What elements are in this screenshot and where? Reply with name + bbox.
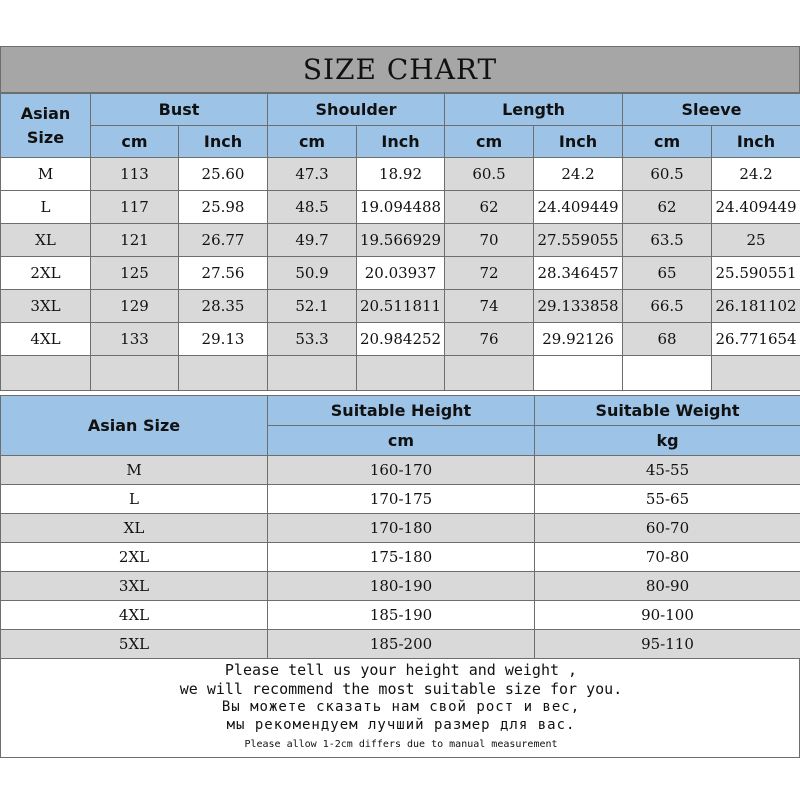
measurement-cell: 20.511811 [357, 290, 445, 323]
weight-range-cell: 90-100 [535, 601, 800, 630]
measurement-cell: 47.3 [268, 158, 357, 191]
size-fit-table [0, 395, 800, 659]
table-row [1, 514, 800, 543]
unit-cell: Inch [179, 126, 268, 158]
measurement-cell: 25.60 [179, 158, 268, 191]
note-russian-line-1: Вы можете сказать нам свой рост и вес, [221, 699, 581, 715]
empty-cell [534, 356, 623, 391]
height-range-cell: 185-190 [268, 601, 535, 630]
table-row [1, 158, 800, 191]
empty-cell [623, 356, 712, 391]
empty-cell [91, 356, 179, 391]
unit-cell: Inch [357, 126, 445, 158]
unit-cell: cm [445, 126, 534, 158]
note-english-line-2: we will recommend the most suitable size for you. [179, 680, 623, 698]
measurement-cell: 25 [712, 224, 800, 257]
height-range-cell: 170-180 [268, 514, 535, 543]
size-measurement-table [0, 93, 800, 391]
table-row [1, 456, 800, 485]
measurement-cell: 62 [445, 191, 534, 224]
weight-unit: kg [535, 426, 800, 456]
measurement-cell: 19.094488 [357, 191, 445, 224]
size-cell: XL [1, 514, 268, 543]
table-row [1, 191, 800, 224]
measurement-cell: 66.5 [623, 290, 712, 323]
shoulder-header: Shoulder [268, 94, 445, 126]
unit-cell: Inch [534, 126, 623, 158]
measurement-cell: 20.03937 [357, 257, 445, 290]
size-cell: 4XL [1, 323, 91, 356]
size-cell: 3XL [1, 290, 91, 323]
size-cell: M [1, 456, 268, 485]
measurement-cell: 65 [623, 257, 712, 290]
measurement-cell: 125 [91, 257, 179, 290]
note-disclaimer: Please allow 1-2cm differs due to manual measurement [244, 739, 558, 750]
empty-cell [445, 356, 534, 391]
measurement-cell: 133 [91, 323, 179, 356]
empty-cell [268, 356, 357, 391]
size-cell: 2XL [1, 543, 268, 572]
measurement-cell: 63.5 [623, 224, 712, 257]
unit-row [1, 126, 800, 158]
size-cell: 3XL [1, 572, 268, 601]
empty-row [1, 356, 800, 391]
measurement-cell: 25.98 [179, 191, 268, 224]
weight-range-cell: 60-70 [535, 514, 800, 543]
suitable-height-header: Suitable Height [268, 396, 535, 426]
table-row [1, 601, 800, 630]
measurement-cell: 121 [91, 224, 179, 257]
height-range-cell: 170-175 [268, 485, 535, 514]
empty-cell [1, 356, 91, 391]
measurement-cell: 48.5 [268, 191, 357, 224]
measurement-cell: 60.5 [445, 158, 534, 191]
weight-range-cell: 95-110 [535, 630, 800, 659]
measurement-cell: 24.2 [712, 158, 800, 191]
size-cell: 5XL [1, 630, 268, 659]
measurement-cell: 129 [91, 290, 179, 323]
bust-header: Bust [91, 94, 268, 126]
table-row [1, 224, 800, 257]
measurement-cell: 74 [445, 290, 534, 323]
table-row [1, 572, 800, 601]
measurement-cell: 27.559055 [534, 224, 623, 257]
measurement-cell: 60.5 [623, 158, 712, 191]
sleeve-header: Sleeve [623, 94, 800, 126]
measurement-cell: 29.92126 [534, 323, 623, 356]
measurement-cell: 18.92 [357, 158, 445, 191]
empty-cell [357, 356, 445, 391]
weight-range-cell: 55-65 [535, 485, 800, 514]
height-range-cell: 180-190 [268, 572, 535, 601]
measurement-cell: 70 [445, 224, 534, 257]
size-cell: L [1, 191, 91, 224]
table-row [1, 630, 800, 659]
table-row [1, 485, 800, 514]
measurement-cell: 113 [91, 158, 179, 191]
size-chart-title: SIZE CHART [0, 46, 800, 93]
height-range-cell: 175-180 [268, 543, 535, 572]
measurement-cell: 26.77 [179, 224, 268, 257]
table-row [1, 543, 800, 572]
measurement-cell: 28.346457 [534, 257, 623, 290]
measurement-cell: 29.13 [179, 323, 268, 356]
height-range-cell: 185-200 [268, 630, 535, 659]
measurement-cell: 29.133858 [534, 290, 623, 323]
measurement-cell: 53.3 [268, 323, 357, 356]
measurement-cell: 24.409449 [534, 191, 623, 224]
measurement-cell: 28.35 [179, 290, 268, 323]
table-row [1, 290, 800, 323]
size-cell: L [1, 485, 268, 514]
height-unit: cm [268, 426, 535, 456]
weight-range-cell: 70-80 [535, 543, 800, 572]
unit-cell: Inch [712, 126, 800, 158]
unit-cell: cm [91, 126, 179, 158]
height-range-cell: 160-170 [268, 456, 535, 485]
unit-cell: cm [623, 126, 712, 158]
measurement-cell: 52.1 [268, 290, 357, 323]
measurement-cell: 26.771654 [712, 323, 800, 356]
note-english-line-1: Please tell us your height and weight , [224, 661, 578, 679]
asian-size-header: Asian Size [1, 94, 91, 158]
measurement-cell: 26.181102 [712, 290, 800, 323]
fit-asian-size-header: Asian Size [1, 396, 268, 456]
measurement-cell: 24.2 [534, 158, 623, 191]
measurement-cell: 27.56 [179, 257, 268, 290]
measurement-cell: 24.409449 [712, 191, 800, 224]
measurement-cell: 72 [445, 257, 534, 290]
measurement-cell: 50.9 [268, 257, 357, 290]
measurement-cell: 25.590551 [712, 257, 800, 290]
measurement-cell: 19.566929 [357, 224, 445, 257]
measurement-cell: 49.7 [268, 224, 357, 257]
size-cell: XL [1, 224, 91, 257]
suitable-weight-header: Suitable Weight [535, 396, 800, 426]
length-header: Length [445, 94, 623, 126]
size-cell: 2XL [1, 257, 91, 290]
unit-cell: cm [268, 126, 357, 158]
table-row [1, 323, 800, 356]
empty-cell [179, 356, 268, 391]
weight-range-cell: 45-55 [535, 456, 800, 485]
notes-box [0, 658, 800, 758]
measurement-cell: 68 [623, 323, 712, 356]
measurement-cell: 76 [445, 323, 534, 356]
table-row [1, 257, 800, 290]
note-russian-line-2: мы рекомендуем лучший размер для вас. [226, 717, 576, 733]
measurement-cell: 20.984252 [357, 323, 445, 356]
weight-range-cell: 80-90 [535, 572, 800, 601]
size-cell: M [1, 158, 91, 191]
size-cell: 4XL [1, 601, 268, 630]
empty-cell [712, 356, 800, 391]
measurement-cell: 62 [623, 191, 712, 224]
measurement-cell: 117 [91, 191, 179, 224]
